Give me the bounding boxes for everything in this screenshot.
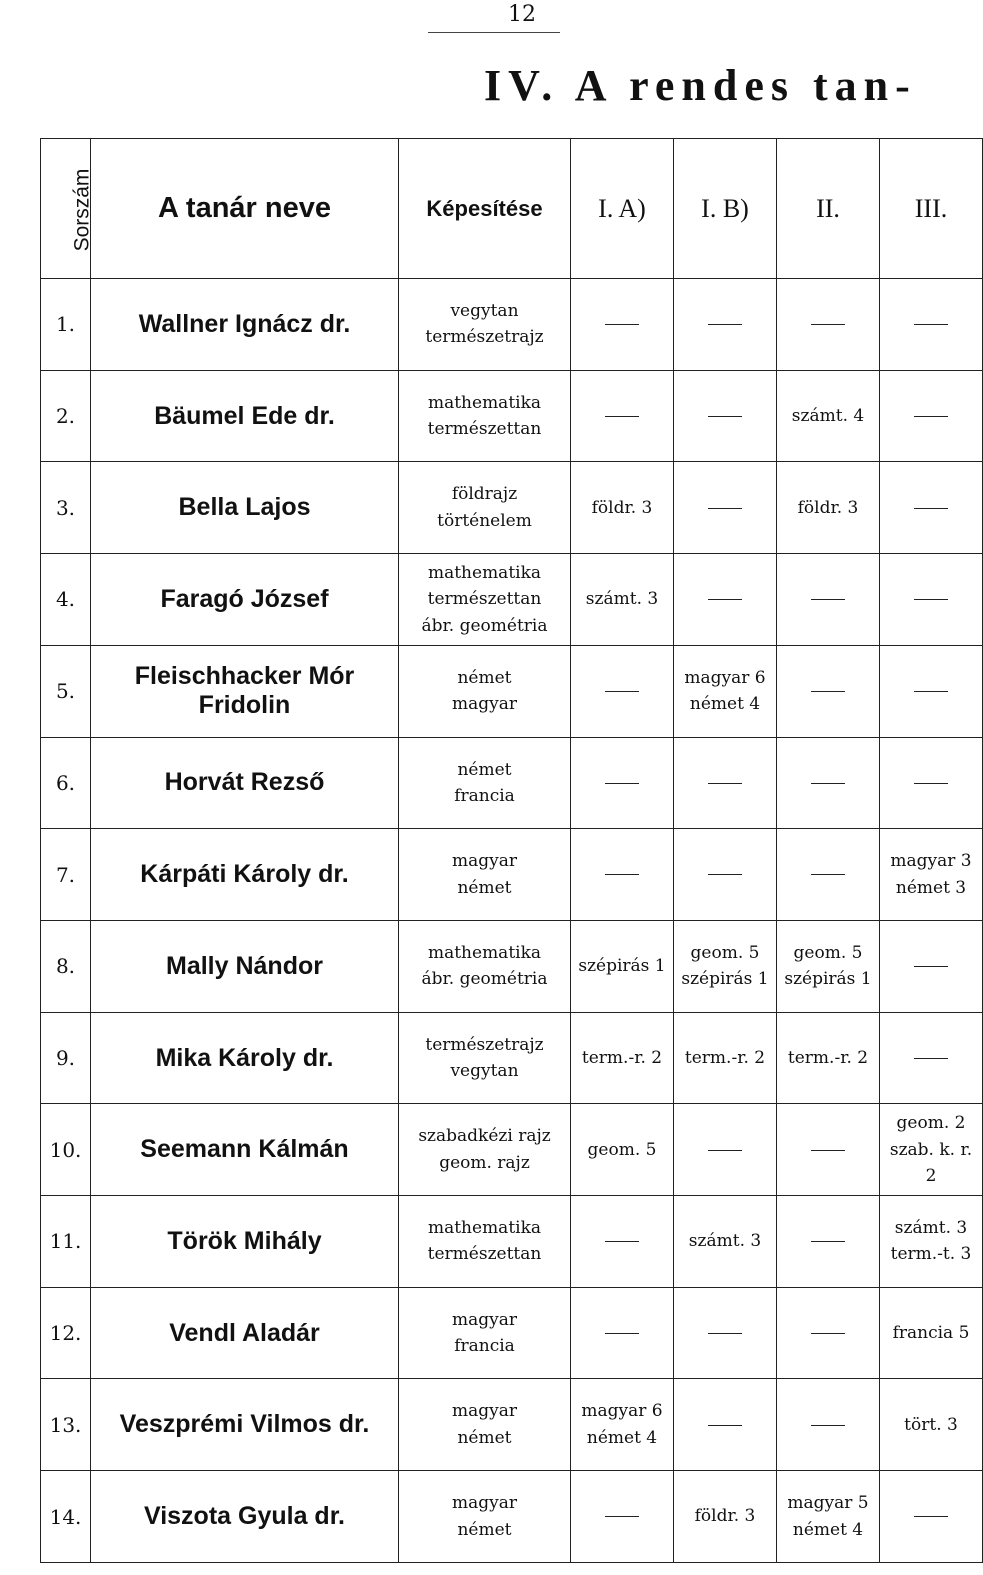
- grade-cell: [880, 1012, 983, 1104]
- grade-cell: [674, 1012, 777, 1104]
- teaching-assignment: geom. 5: [793, 942, 863, 963]
- teaching-assignment: számt. 3: [894, 1218, 968, 1239]
- row-number: 4.: [41, 554, 91, 646]
- qualification: [399, 1287, 571, 1379]
- empty-dash: [914, 599, 948, 600]
- page-number: 12: [508, 2, 536, 27]
- grade-cell: [880, 279, 983, 371]
- row-number: 7.: [41, 829, 91, 921]
- teacher-name-line: Horvát Rezső: [164, 768, 325, 797]
- qualification: [399, 279, 571, 371]
- row-number: 14.: [41, 1471, 91, 1563]
- empty-dash: [708, 783, 742, 784]
- qualification-subject: természettan: [427, 1244, 542, 1265]
- grade-cell: [880, 462, 983, 554]
- empty-dash: [708, 1333, 742, 1334]
- empty-dash: [708, 1425, 742, 1426]
- teaching-assignment: francia 5: [892, 1322, 970, 1343]
- grade-cell: [777, 1287, 880, 1379]
- grade-cell: [880, 645, 983, 737]
- column-header-grade-3: III.: [880, 139, 983, 279]
- grade-cell: [571, 645, 674, 737]
- grade-cell: [880, 554, 983, 646]
- table-row: [41, 370, 983, 462]
- grade-cell: [571, 1196, 674, 1288]
- grade-cell: [571, 737, 674, 829]
- teaching-assignment: német 4: [689, 694, 761, 715]
- table-header-row: [41, 139, 983, 279]
- empty-dash: [914, 1516, 948, 1517]
- table-row: [41, 1379, 983, 1471]
- table-row: [41, 829, 983, 921]
- grade-cell: [571, 1379, 674, 1471]
- row-number: 8.: [41, 920, 91, 1012]
- empty-dash: [605, 691, 639, 692]
- grade-cell: [571, 1012, 674, 1104]
- qualification-subject: természettan: [427, 589, 542, 610]
- empty-dash: [708, 508, 742, 509]
- teacher-name: [91, 462, 399, 554]
- section-heading: IV. A rendes tan-: [484, 61, 917, 110]
- grade-cell: [674, 462, 777, 554]
- table-row: [41, 462, 983, 554]
- qualification-subject: német: [457, 759, 512, 780]
- teacher-name-line: Veszprémi Vilmos dr.: [119, 1410, 370, 1439]
- grade-cell: [571, 829, 674, 921]
- teacher-name: [91, 645, 399, 737]
- teachers-table: [40, 138, 983, 1563]
- teaching-assignment: földr. 3: [694, 1506, 756, 1527]
- grade-cell: [571, 1104, 674, 1196]
- teacher-name: [91, 1012, 399, 1104]
- empty-dash: [605, 416, 639, 417]
- teacher-name-line: Vendl Aladár: [169, 1318, 320, 1347]
- grade-cell: [777, 554, 880, 646]
- grade-cell: [674, 554, 777, 646]
- qualification-subject: magyar: [451, 1493, 517, 1514]
- qualification-subject: természetrajz: [425, 327, 544, 348]
- grade-cell: [777, 1471, 880, 1563]
- empty-dash: [708, 1150, 742, 1151]
- teaching-assignment: term.-r. 2: [684, 1047, 766, 1068]
- grade-cell: [674, 1196, 777, 1288]
- qualification-subject: német: [457, 1519, 512, 1540]
- column-header-number: Sorszám: [41, 139, 91, 279]
- grade-cell: [880, 1196, 983, 1288]
- qualification-subject: földrajz: [451, 484, 518, 505]
- teaching-assignment: német 3: [895, 877, 967, 898]
- grade-cell: [880, 829, 983, 921]
- teaching-assignment: számt. 3: [688, 1231, 762, 1252]
- teaching-assignment: szépirás 1: [681, 969, 769, 990]
- grade-cell: [880, 737, 983, 829]
- grade-cell: [674, 737, 777, 829]
- teacher-name: [91, 829, 399, 921]
- grade-cell: [674, 1379, 777, 1471]
- empty-dash: [708, 874, 742, 875]
- table-row: [41, 1196, 983, 1288]
- teaching-assignment: term.-t. 3: [890, 1244, 972, 1265]
- qualification-subject: német: [457, 1427, 512, 1448]
- table-row: [41, 920, 983, 1012]
- empty-dash: [914, 691, 948, 692]
- qualification: [399, 829, 571, 921]
- teacher-name-line: Seemann Kálmán: [140, 1135, 349, 1164]
- teacher-name: [91, 1196, 399, 1288]
- empty-dash: [811, 1241, 845, 1242]
- table-row: [41, 1104, 983, 1196]
- qualification: [399, 554, 571, 646]
- empty-dash: [708, 324, 742, 325]
- teaching-assignment: számt. 3: [585, 589, 659, 610]
- grade-cell: [674, 829, 777, 921]
- grade-cell: [571, 462, 674, 554]
- table-row: [41, 1287, 983, 1379]
- column-header-qualification: Képesítése: [399, 139, 571, 279]
- qualification-subject: vegytan: [450, 1060, 519, 1081]
- grade-cell: [880, 1379, 983, 1471]
- teacher-name: [91, 554, 399, 646]
- qualification-subject: mathematika: [427, 562, 542, 583]
- empty-dash: [605, 783, 639, 784]
- teacher-name: [91, 920, 399, 1012]
- grade-cell: [777, 737, 880, 829]
- grade-cell: [674, 370, 777, 462]
- grade-cell: [674, 645, 777, 737]
- grade-cell: [777, 645, 880, 737]
- teacher-name: [91, 1104, 399, 1196]
- column-header-grade-2: II.: [777, 139, 880, 279]
- teacher-name-line: Bella Lajos: [178, 493, 311, 522]
- teaching-assignment: földr. 3: [797, 497, 859, 518]
- grade-cell: [571, 1287, 674, 1379]
- teacher-name: [91, 1379, 399, 1471]
- grade-cell: [674, 920, 777, 1012]
- empty-dash: [605, 874, 639, 875]
- grade-cell: [880, 1471, 983, 1563]
- row-number: 13.: [41, 1379, 91, 1471]
- page-number-rule: [428, 32, 560, 33]
- teacher-name-line: Faragó József: [160, 585, 329, 614]
- teacher-name-line: Mally Nándor: [166, 951, 323, 980]
- table-row: [41, 279, 983, 371]
- empty-dash: [811, 1333, 845, 1334]
- teaching-assignment: német 4: [792, 1519, 864, 1540]
- teaching-assignment: földr. 3: [591, 497, 653, 518]
- qualification-subject: történelem: [437, 510, 532, 531]
- table-row: [41, 645, 983, 737]
- teaching-assignment: tört. 3: [904, 1414, 958, 1435]
- grade-cell: [674, 279, 777, 371]
- empty-dash: [811, 1150, 845, 1151]
- grade-cell: [777, 462, 880, 554]
- qualification-subject: mathematika: [427, 392, 542, 413]
- table-row: [41, 1012, 983, 1104]
- row-number: 10.: [41, 1104, 91, 1196]
- empty-dash: [708, 599, 742, 600]
- qualification-subject: magyar: [451, 1309, 517, 1330]
- empty-dash: [708, 416, 742, 417]
- teaching-assignment: geom. 5: [587, 1139, 657, 1160]
- row-number: 1.: [41, 279, 91, 371]
- grade-cell: [571, 1471, 674, 1563]
- grade-cell: [777, 279, 880, 371]
- qualification: [399, 1012, 571, 1104]
- qualification-subject: német: [457, 667, 512, 688]
- qualification: [399, 737, 571, 829]
- empty-dash: [914, 966, 948, 967]
- teaching-assignment: geom. 2: [896, 1113, 966, 1134]
- teacher-name: [91, 737, 399, 829]
- teacher-name-line: Viszota Gyula dr.: [143, 1502, 345, 1531]
- teacher-name: [91, 370, 399, 462]
- qualification-subject: francia: [454, 1336, 515, 1357]
- empty-dash: [811, 599, 845, 600]
- empty-dash: [811, 874, 845, 875]
- qualification-subject: magyar: [451, 1401, 517, 1422]
- table-row: [41, 737, 983, 829]
- teaching-assignment: geom. 5: [690, 942, 760, 963]
- grade-cell: [571, 279, 674, 371]
- empty-dash: [914, 1058, 948, 1059]
- table-body: [41, 279, 983, 1563]
- column-header-grade-1a: I. A): [571, 139, 674, 279]
- empty-dash: [605, 1516, 639, 1517]
- row-number: 5.: [41, 645, 91, 737]
- qualification: [399, 920, 571, 1012]
- empty-dash: [914, 508, 948, 509]
- teaching-assignment: magyar 6: [684, 667, 766, 688]
- column-header-name: A tanár neve: [91, 139, 399, 279]
- qualification: [399, 1471, 571, 1563]
- teacher-name: [91, 279, 399, 371]
- empty-dash: [811, 691, 845, 692]
- teaching-assignment: szépirás 1: [784, 969, 872, 990]
- qualification-subject: természettan: [427, 419, 542, 440]
- qualification-subject: német: [457, 877, 512, 898]
- qualification-subject: vegytan: [450, 301, 519, 321]
- teaching-assignment: szépirás 1: [578, 956, 666, 977]
- teaching-assignment: term.-r. 2: [581, 1047, 663, 1068]
- grade-cell: [777, 1379, 880, 1471]
- grade-cell: [777, 370, 880, 462]
- grade-cell: [880, 1104, 983, 1196]
- teaching-assignment: magyar 5: [787, 1493, 869, 1514]
- qualification-subject: magyar: [451, 851, 517, 872]
- empty-dash: [914, 416, 948, 417]
- grade-cell: [777, 1196, 880, 1288]
- empty-dash: [811, 324, 845, 325]
- grade-cell: [880, 1287, 983, 1379]
- teacher-name-line: Kárpáti Károly dr.: [140, 860, 349, 889]
- qualification-subject: szabadkézi rajz: [418, 1126, 551, 1147]
- qualification-subject: geom. rajz: [439, 1152, 530, 1173]
- teaching-assignment: magyar 3: [890, 851, 972, 872]
- teaching-assignment: magyar 6: [581, 1401, 663, 1422]
- teacher-name: [91, 1287, 399, 1379]
- empty-dash: [605, 324, 639, 325]
- teacher-name-line: Török Mihály: [167, 1227, 322, 1255]
- grade-cell: [571, 920, 674, 1012]
- grade-cell: [571, 370, 674, 462]
- teacher-name-line: Mika Károly dr.: [155, 1043, 334, 1072]
- grade-cell: [777, 1012, 880, 1104]
- teaching-assignment: szab. k. r. 2: [889, 1139, 973, 1186]
- table-row: [41, 554, 983, 646]
- teaching-assignment: számt. 4: [791, 405, 865, 426]
- row-number: 12.: [41, 1287, 91, 1379]
- empty-dash: [605, 1241, 639, 1242]
- qualification-subject: ábr. geométria: [421, 615, 548, 636]
- qualification: [399, 1196, 571, 1288]
- qualification-subject: francia: [454, 785, 515, 806]
- qualification: [399, 370, 571, 462]
- teacher-name-line: Wallner Ignácz dr.: [138, 309, 351, 338]
- grade-cell: [571, 554, 674, 646]
- teacher-name-line: Bäumel Ede dr.: [154, 401, 335, 430]
- empty-dash: [811, 783, 845, 784]
- grade-cell: [674, 1287, 777, 1379]
- qualification: [399, 1379, 571, 1471]
- grade-cell: [880, 370, 983, 462]
- qualification-subject: magyar: [451, 694, 517, 715]
- teacher-name: [91, 1471, 399, 1563]
- empty-dash: [811, 1425, 845, 1426]
- row-number: 2.: [41, 370, 91, 462]
- teaching-assignment: német 4: [586, 1427, 658, 1448]
- qualification-subject: természetrajz: [425, 1034, 544, 1055]
- grade-cell: [777, 920, 880, 1012]
- row-number: 6.: [41, 737, 91, 829]
- table-row: [41, 1471, 983, 1563]
- grade-cell: [777, 829, 880, 921]
- teacher-name-line: Fleischhacker Mór: [134, 662, 355, 691]
- teaching-assignment: term.-r. 2: [787, 1047, 869, 1068]
- qualification: [399, 645, 571, 737]
- grade-cell: [674, 1104, 777, 1196]
- qualification-subject: mathematika: [427, 942, 542, 963]
- grade-cell: [777, 1104, 880, 1196]
- row-number: 9.: [41, 1012, 91, 1104]
- qualification: [399, 1104, 571, 1196]
- qualification-subject: mathematika: [427, 1218, 542, 1239]
- row-number: 3.: [41, 462, 91, 554]
- grade-cell: [674, 1471, 777, 1563]
- column-header-grade-1b: I. B): [674, 139, 777, 279]
- row-number: 11.: [41, 1196, 91, 1288]
- qualification: [399, 462, 571, 554]
- grade-cell: [880, 920, 983, 1012]
- empty-dash: [914, 783, 948, 784]
- empty-dash: [914, 324, 948, 325]
- qualification-subject: ábr. geométria: [421, 969, 548, 990]
- empty-dash: [605, 1333, 639, 1334]
- teacher-name-line: Fridolin: [198, 691, 291, 720]
